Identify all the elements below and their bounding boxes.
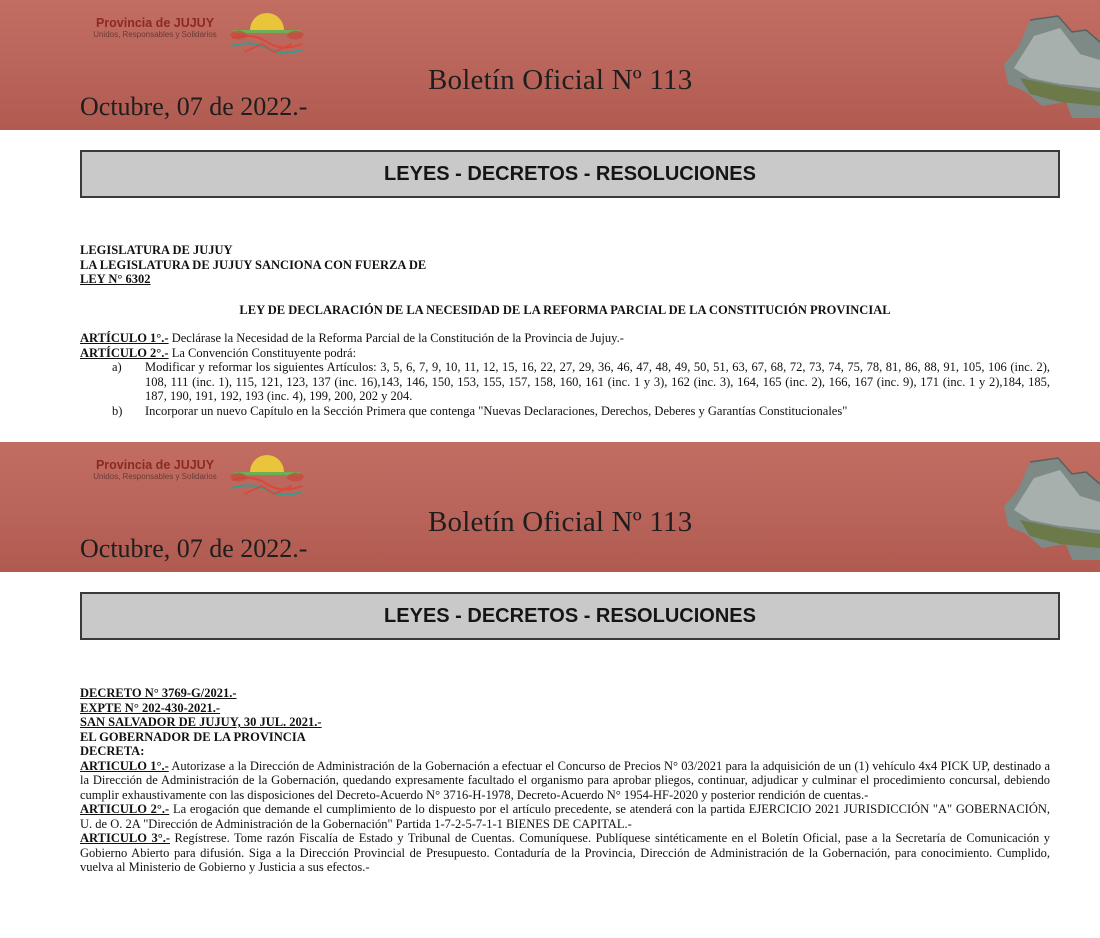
bulletin-title: Boletín Oficial Nº 113 <box>428 506 693 538</box>
article-text: Autorizase a la Dirección de Administración de la Gobernación a efectuar el Concurso de Precios N° 03/2021 para la adquisición de un (1) vehículo 4x4 PICK UP, destinado a la Dirección de Administración de la Gobernación, quedando expresamente facultado el organismo para aprobar pliegos, continuar, adjudicar y culminar el procedimiento concursal, debiendo cumplir exhaustivamente con las disposiciones del Decreto-Acuerdo N° 3716-H-1978, Decreto-Acuerdo N° 1954-HF-2020 y posterior rendición de cuentas.- <box>80 758 1050 802</box>
page-banner <box>0 442 1100 572</box>
province-logo-icon <box>222 8 312 66</box>
law-article-2 <box>80 346 1050 361</box>
province-block <box>90 16 220 39</box>
province-name: Provincia de JUJUY <box>95 16 215 30</box>
law-article-1 <box>80 331 1050 346</box>
page-top <box>0 0 1100 440</box>
bulletin-title: Boletín Oficial Nº 113 <box>428 64 693 96</box>
law-title: LEY DE DECLARACIÓN DE LA NECESIDAD DE LA REFORMA PARCIAL DE LA CONSTITUCIÓN PROVINCIAL <box>239 302 891 317</box>
item-letter: a) <box>112 360 122 374</box>
jujuy-map-icon <box>1000 456 1100 562</box>
article-text: La Convención Constituyente podrá: <box>168 345 357 360</box>
item-text: Incorporar un nuevo Capítulo en la Sección Primera que contenga "Nuevas Declaraciones, Derechos, Deberes y Garantías Constitucionales" <box>145 403 848 418</box>
item-text: Modificar y reformar los siguientes Artículos: 3, 5, 6, 7, 9, 10, 11, 12, 15, 16, 22, 27, 29, 36, 46, 47, 48, 49, 50, 51, 63, 67, 68, 72, 73, 74, 75, 78, 81, 86, 88, 91, 105, 106 (inc. 2), 108, 111 (inc. 1), 115, 121, 123, 137 (inc. 16),143, 146, 150, 153, 155, 157, 158, 160, 161 (inc. 1 y 3), 162 (inc. 3), 164, 165 (inc. 2), 166, 167 (inc. 9), 171 (inc. 1 y 2),184, 185, 187, 190, 191, 192, 193 (inc. 4), 199, 200, 202 y 204. <box>145 360 1050 403</box>
item-letter: b) <box>112 403 123 418</box>
province-block <box>90 458 220 481</box>
decree-number: DECRETO N° 3769-G/2021.- <box>80 686 237 700</box>
province-motto: Unidos, Responsables y Solidarios <box>93 30 217 39</box>
article-label: ARTICULO 2°.- <box>80 802 170 816</box>
page-bottom <box>0 442 1100 938</box>
article-text: Declárase la Necesidad de la Reforma Parcial de la Constitución de la Provincia de Jujuy.- <box>168 331 624 345</box>
article-text: Regístrese. Tome razón Fiscalía de Estado y Tribunal de Cuentas. Comuníquese. Publíquese sintéticamente en el Boletín Oficial, pase a la Secretaría de Comunicación y Gobierno Abierto para difusión. Siga a la Dirección Provincial de Presupuesto. Contaduría de la Provincia, Dirección de Administración de la Gobernación, para conocimiento. Cumplido, vuelva al Ministerio de Gobierno y Justicia a sus efectos.- <box>80 831 1050 874</box>
file-number: EXPTE N° 202-430-2021.- <box>80 700 221 715</box>
law-number: LEY N° 6302 <box>80 272 151 286</box>
article-label: ARTÍCULO 1°.- <box>80 331 169 345</box>
decree-article-3 <box>80 831 1050 875</box>
bulletin-date: Octubre, 07 de 2022.- <box>80 534 308 563</box>
article-label: ARTICULO 3°.- <box>80 831 170 845</box>
legislature-heading: LEGISLATURA DE JUJUY <box>80 243 233 257</box>
province-motto: Unidos, Responsables y Solidarios <box>93 472 217 481</box>
article-label: ARTICULO 1°.- <box>80 758 169 773</box>
governor-line: EL GOBERNADOR DE LA PROVINCIA <box>80 729 306 744</box>
province-logo-icon <box>222 450 312 508</box>
jujuy-map-icon <box>1000 14 1100 120</box>
province-name: Provincia de JUJUY <box>95 458 215 472</box>
decreta-line: DECRETA: <box>80 744 145 758</box>
law-item-a <box>112 360 1050 404</box>
decree-body <box>80 686 1050 875</box>
section-title: LEYES - DECRETOS - RESOLUCIONES <box>80 592 1060 640</box>
page-banner <box>0 0 1100 130</box>
article-label: ARTÍCULO 2°.- <box>80 345 169 360</box>
decree-article-1 <box>80 759 1050 803</box>
law-body <box>80 243 1050 418</box>
sanction-line: LA LEGISLATURA DE JUJUY SANCIONA CON FUERZA DE <box>80 257 427 272</box>
decree-article-2 <box>80 802 1050 831</box>
bulletin-date: Octubre, 07 de 2022.- <box>80 92 308 121</box>
article-text: La erogación que demande el cumplimiento de lo dispuesto por el artículo precedente, se atenderá con la partida EJERCICIO 2021 JURISDICCIÓN "A" GOBERNACIÓN, U. de O. 2A "Dirección de Administración de la Gobernación" Partida 1-7-2-5-7-1-1 BIENES DE CAPITAL.- <box>80 802 1050 831</box>
section-title: LEYES - DECRETOS - RESOLUCIONES <box>80 150 1060 198</box>
law-item-b <box>112 404 1050 419</box>
decree-place-date: SAN SALVADOR DE JUJUY, 30 JUL. 2021.- <box>80 715 322 729</box>
